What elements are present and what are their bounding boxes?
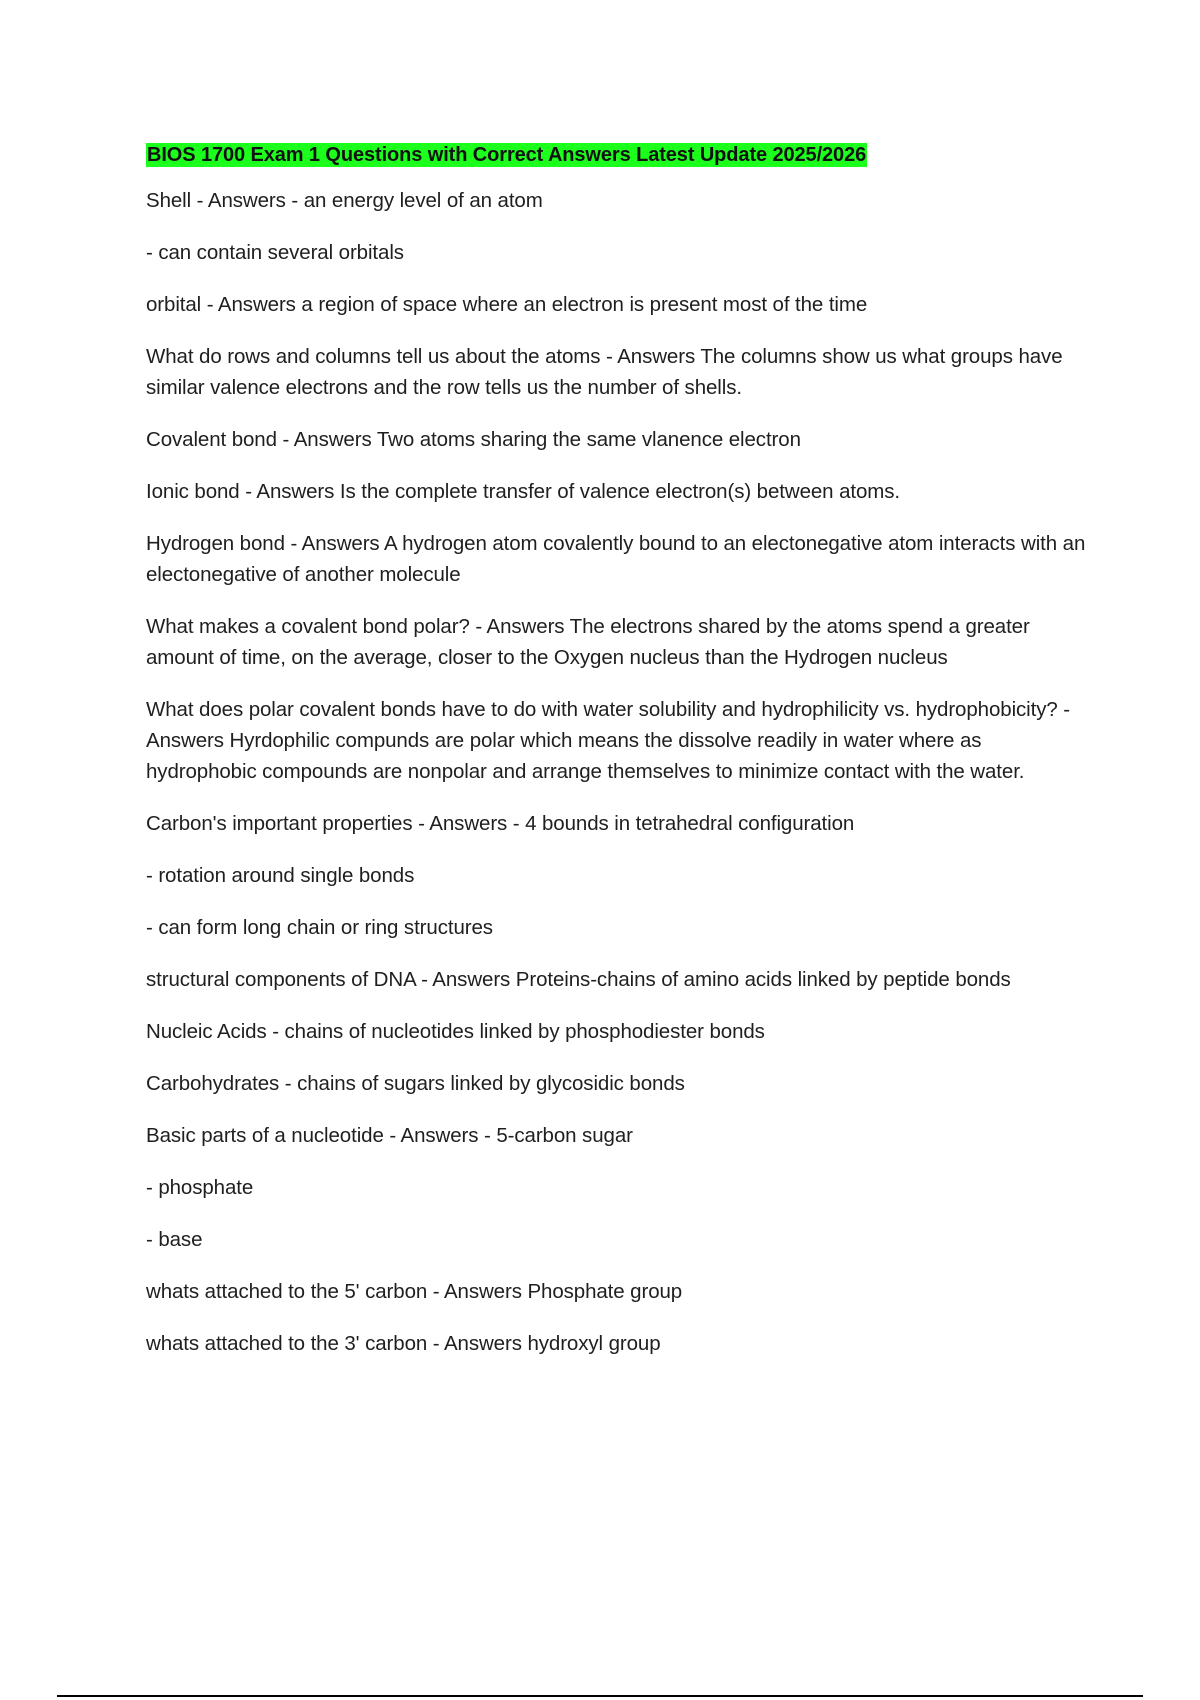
qa-item: - can contain several orbitals	[146, 241, 404, 264]
qa-item: structural components of DNA - Answers Proteins-chains of amino acids linked by peptide bonds	[146, 968, 1011, 991]
qa-item: - base	[146, 1228, 203, 1251]
qa-item: - phosphate	[146, 1176, 254, 1199]
qa-item: Shell - Answers - an energy level of an atom	[146, 189, 543, 212]
document-title: BIOS 1700 Exam 1 Questions with Correct Answers Latest Update 2025/2026	[147, 144, 867, 166]
qa-item: - can form long chain or ring structures	[146, 916, 493, 939]
document-body	[146, 143, 1086, 1380]
qa-item: What makes a covalent bond polar? - Answers The electrons shared by the atoms spend a greater amount of time, on the average, closer to the Oxygen nucleus than the Hydrogen nucleus	[146, 615, 1030, 669]
footer-divider	[57, 1695, 1143, 1697]
qa-item: whats attached to the 3' carbon - Answers hydroxyl group	[146, 1332, 661, 1355]
qa-item: What does polar covalent bonds have to do with water solubility and hydrophilicity vs. hydrophobicity? - Answers Hyrdophilic compunds are polar which means the dissolve readily in water where as hydrophobic compounds are nonpolar and arrange themselves to minimize contact with the water.	[146, 698, 1070, 783]
qa-item: Covalent bond - Answers Two atoms sharing the same vlanence electron	[146, 428, 801, 451]
qa-item: What do rows and columns tell us about the atoms - Answers The columns show us what groups have similar valence electrons and the row tells us the number of shells.	[146, 345, 1063, 399]
qa-item: Hydrogen bond - Answers A hydrogen atom covalently bound to an electonegative atom interacts with an electonegative of another molecule	[146, 532, 1086, 586]
qa-item: whats attached to the 5' carbon - Answers Phosphate group	[146, 1280, 683, 1303]
qa-item: Ionic bond - Answers Is the complete transfer of valence electron(s) between atoms.	[146, 480, 900, 503]
qa-item: Nucleic Acids - chains of nucleotides linked by phosphodiester bonds	[146, 1020, 765, 1043]
qa-item: - rotation around single bonds	[146, 864, 415, 887]
qa-item: Basic parts of a nucleotide - Answers - 5-carbon sugar	[146, 1124, 633, 1147]
qa-item: Carbohydrates - chains of sugars linked by glycosidic bonds	[146, 1072, 685, 1095]
qa-item: Carbon's important properties - Answers - 4 bounds in tetrahedral configuration	[146, 812, 855, 835]
qa-item: orbital - Answers a region of space where an electron is present most of the time	[146, 293, 868, 316]
